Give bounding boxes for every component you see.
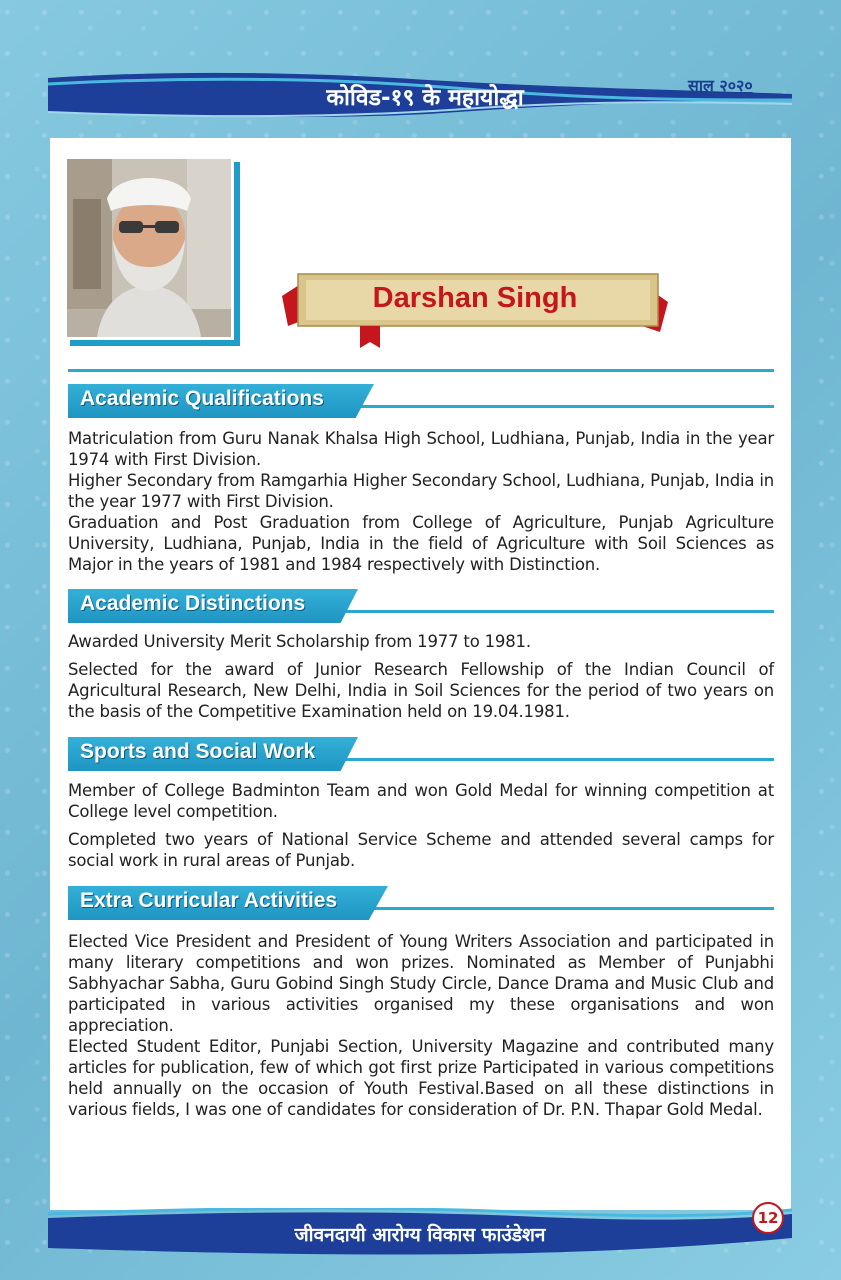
- section-heading-sports-social-work: [68, 737, 774, 771]
- paragraph: Graduation and Post Graduation from College of Agriculture, Punjab Agriculture University, Ludhiana, Punjab, India in the field of Agriculture with Soil Sciences as Major in the years of 1981 and 1984 respectively with Distinction.: [68, 513, 774, 574]
- portrait-photo-icon: [67, 159, 231, 337]
- section-heading-extra-curricular: [68, 886, 774, 920]
- section-title: Academic Distinctions: [80, 592, 306, 615]
- section-title: Academic Qualifications: [80, 387, 324, 410]
- paragraph: Higher Secondary from Ramgarhia Higher Secondary School, Ludhiana, Punjab, India in the year 1977 with First Division.: [68, 471, 774, 511]
- section-title: Extra Curricular Activities: [80, 889, 338, 912]
- section-heading-academic-distinctions: [68, 589, 774, 623]
- paragraph: Selected for the award of Junior Research Fellowship of the Indian Council of Agricultural Research, New Delhi, India in Soil Sciences for the period of two years on the basis of the Competitive Examination held on 19.04.1981.: [68, 660, 774, 721]
- section-rule: [344, 758, 774, 761]
- section-rule: [358, 405, 774, 408]
- paragraph: Elected Vice President and President of Young Writers Association and participated in many literary competitions and won prizes. Nominated as Member of Punjabhi Sabhyachar Sabha, Guru Gobind Singh Study Circle, Dance Drama and Music Club and participated in various activities organised my these organisations and won appreciation.: [68, 932, 774, 1035]
- paragraph: Awarded University Merit Scholarship from 1977 to 1981.: [68, 632, 531, 651]
- footer-organization: जीवनदायी आरोग्य विकास फाउंडेशन: [294, 1224, 546, 1246]
- header-title: कोविड-१९ के महायोद्धा: [326, 85, 524, 111]
- section-body-academic-distinctions: [68, 631, 774, 722]
- paragraph: Completed two years of National Service Scheme and attended several camps for social work in rural areas of Punjab.: [68, 830, 774, 870]
- section-body-academic-qualifications: [68, 428, 774, 575]
- section-rule: [344, 610, 774, 613]
- paragraph: Elected Student Editor, Punjabi Section, University Magazine and contributed many articles for publication, few of which got first prize Participated in various competitions held annually on the occasion of Youth Festival.Based on all these distinctions in various fields, I was one of candidates for consideration of Dr. P.N. Thapar Gold Medal.: [68, 1037, 774, 1119]
- person-name: Darshan Singh: [372, 282, 578, 314]
- paragraph: Member of College Badminton Team and won Gold Medal for winning competition at College level competition.: [68, 781, 774, 821]
- header-year: साल २०२०: [688, 76, 753, 95]
- paragraph: Matriculation from Guru Nanak Khalsa High School, Ludhiana, Punjab, India in the year 1974 with First Division.: [68, 429, 774, 469]
- section-heading-academic-qualifications: [68, 384, 774, 418]
- section-rule: [374, 907, 774, 910]
- section-body-sports-social-work: [68, 780, 774, 871]
- page-number-badge: 12: [752, 1202, 784, 1234]
- top-divider: [68, 369, 774, 372]
- profile-photo: [64, 156, 234, 340]
- section-body-extra-curricular: [68, 931, 774, 1120]
- section-title: Sports and Social Work: [80, 740, 316, 763]
